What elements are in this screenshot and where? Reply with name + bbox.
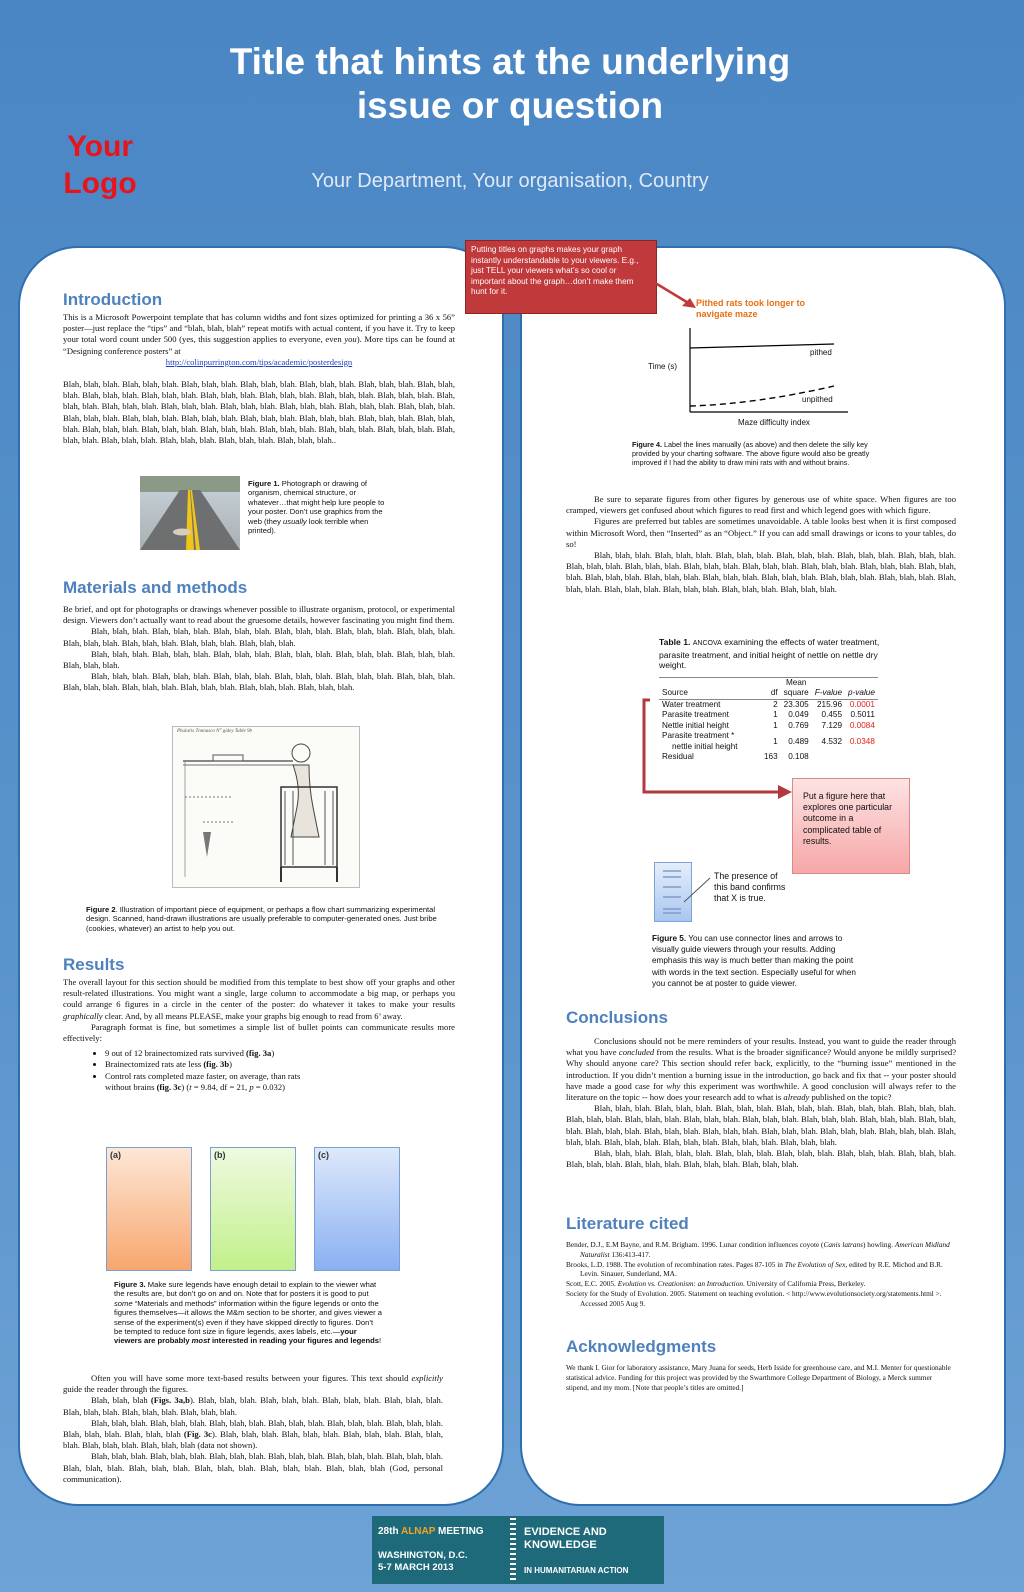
table-cell-f: 7.129 [821,720,843,730]
table-cell-f: 215.96 [816,699,843,709]
table-cell-f [812,752,845,763]
introduction-section [63,290,455,446]
table-cell-source: Water treatment [662,699,721,709]
literature-list [566,1240,956,1309]
logo-line-1: Your [66,130,134,163]
methods-heading: Materials and methods [63,578,248,597]
literature-heading: Literature cited [566,1214,689,1233]
methods-section [63,578,455,694]
bullet-3: • Control rats completed maze faster, on average, than rats without brains (fig. 3c) (t = 9.84, df = 21, p = 0.032) [105,1071,305,1093]
banner-theme: EVIDENCE AND KNOWLEDGE [524,1526,607,1551]
graph-title: Pithed rats took longer to navigate maze [696,298,806,319]
drawing-inscription: Phalaris Tnnnasco N° gidey Table 9b [177,729,253,734]
poster-design-link[interactable]: http://colinpurrington.com/tips/academic/posterdesign [165,356,353,367]
logo-line-2: Logo [63,167,137,200]
table-cell-ms: 0.049 [788,710,809,720]
figure-2-caption: Figure 2. Illustration of important piece of equipment, or perhaps a flow chart summarizing experimental design. Scanned, hand-drawn illustrations are usually preferable to computer-generated ones. Just bribe (cookies, whatever) an artist to help you out. [86,905,437,933]
logo-placeholder [40,128,160,202]
figure-1-caption: Figure 1. Photograph or drawing of organism, chemical structure, or whatever…that might help lure people to your poster. Don’t use graphics from the web (they usually look terrible when printed). [248,479,385,536]
table-cell-p: 0.0001 [849,699,875,709]
banner-subtitle: IN HUMANITARIAN ACTION [524,1566,629,1575]
table-cell-source: Parasite treatment * nettle initial height [662,731,738,751]
table-cell-f: 4.532 [821,736,843,746]
banner-divider-icon [510,1518,516,1582]
anova-table: Mean Source df square F-value p-value Water treatment 2 23.305 215.96 0.0001 Parasite treatment 1 0.049 0.455 0.5011 Nettle initial height 1 0.769 7.129 0.0084 Parasite treatment * nettle initial height 1 0.489 4.532 0.0348 Residual 163 0.108 [659,677,878,763]
acknowledgments-heading: Acknowledgments [566,1337,717,1356]
table-cell-f: 0.455 [821,710,843,720]
figure-1-photo [140,476,240,550]
road-photo-icon [140,476,240,550]
panel-a-label: (a) [110,1150,121,1160]
table-cell-p: 0.5011 [850,710,875,720]
table-cell-df: 163 [764,752,778,762]
apparatus-drawing-icon [173,727,359,887]
pithed-label: pithed [810,348,832,357]
graph-title-callout: Putting titles on graphs makes your graph instantly understandable to your viewers. E.g., just TELL your viewers what’s so cool or important about the graph…don’t make them hunt for it. [465,240,657,314]
meeting-name: 28th ALNAP MEETING [378,1526,484,1537]
meeting-city: WASHINGTON, D.C. [378,1550,468,1561]
results-text: The overall layout for this section should be modified from this template to best show off your graphs and other result-related illustrations. You might want a single, large column to accommodate a big map, or perhaps you could arrange 6 figures in a circle in the center of the poster: do whatever it takes to make your results graphically clear. And, by all means PLEASE, make your graphs big enough to read from 6’ away. Paragraph format is fine, but sometimes a simple list of bullet points can communicate results more effectively: [63,977,455,1044]
reference-2: Brooks, L.D. 1988. The evolution of recombination rates. Pages 87-105 in The Evolution of Sex, edited by R.E. Michod and B.R. Levin. Sinauer, Sunderland, MA. [566,1259,943,1279]
introduction-text: This is a Microsoft Powerpoint template that has column widths and font sizes optimized for printing a 36 x 56” poster—just replace the “tips” and “blah, blah, blah” repeat motifs with actual content, if you have it. Try to keep your total word count under 500 (yes, this suggestion applies to everyone, even you). More tips can be found at “Designing conference posters” at http://colinpurrington.com/tips/academic/posterdesign Blah, blah, blah. Blah, blah, blah. Blah, blah, blah. Blah, blah, blah. Blah, blah, blah. Blah, blah, blah. Blah, blah, blah. Blah, blah, blah. Blah, blah, blah. Blah, blah, blah. Blah, blah, blah. Blah, blah, blah. Blah, blah, blah. Blah, blah, blah. Blah, blah, blah. Blah, blah, blah. Blah, blah, blah. Blah, blah, blah. Blah, blah, blah. Blah, blah, blah. Blah, blah, blah. Blah, blah, blah. Blah, blah, blah. Blah, blah, blah. Blah, blah, blah. Blah, blah, blah. Blah, blah, blah. Blah, blah, blah. Blah, blah, blah. Blah, blah, blah. Blah, blah, blah. Blah, blah, blah. Blah, blah, blah. Blah, blah, blah. Blah, blah, blah. Blah, blah, blah. Blah, blah, blah. Blah, blah, blah.. [63,312,455,446]
table-cell-ms: 23.305 [783,699,809,709]
table-cell-ms: 0.108 [788,752,809,762]
bullet-1: • 9 out of 12 brainectomized rats survived (fig. 3a) [105,1048,305,1059]
x-axis-label: Maze difficulty index [738,418,810,427]
unpithed-label: unpithed [802,395,833,404]
band-pointer-icon [680,876,714,906]
title-line-2: issue or question [356,85,664,126]
department-line: Your Department, Your organisation, Country [311,170,709,192]
callout-arrow-icon [650,278,700,312]
title-line-1: Title that hints at the underlying [229,41,791,82]
reference-1: Bender, D.J., E.M Bayne, and R.M. Brigham. 1996. Lunar condition influences coyote (Canis latrans) howling. American Midland Naturalist 136:413-417. [566,1240,950,1259]
bullet-2: • Brainectomized rats ate less (fig. 3b) [105,1059,305,1070]
poster-title [190,40,830,128]
conclusions-text: Conclusions should not be mere reminders of your results. Instead, you want to guide the reader through what you have concluded from the results. What is the broader significance? Would anyone be mildly surprised? Why should anyone care? This section should refer back, explicitly, to the “burning issue” mentioned in the introduction. If you didn’t mention a burning issue in the introduction, go back and fix that -- your poster should have made a good case for why this experiment was worthwhile. A good conclusion will always refer to the literature on the topic -- how does your research add to what is already published on the topic? Blah, blah, blah. Blah, blah, blah. Blah, blah, blah. Blah, blah, blah. Blah, blah, blah. Blah, blah, blah. Blah, blah, blah. Blah, blah, blah. Blah, blah, blah. Blah, blah, blah. Blah, blah, blah. Blah, blah, blah. Blah, blah, blah. Blah, blah, blah. Blah, blah, blah. Blah, blah, blah. Blah, blah, blah. Blah, blah, blah. Blah, blah, blah. Blah, blah, blah. Blah, blah, blah. Blah, blah, blah. Blah, blah, blah. Blah, blah, blah. Blah, blah, blah. Blah, blah, blah. Blah, blah, blah. Blah, blah, blah. Blah, blah, blah. Blah, blah, blah. Blah, blah, blah. Blah, blah, blah. Blah, blah, blah. Blah, blah, blah. [566,1036,957,1170]
placeholder-figure-box: Put a figure here that explores one particular outcome in a complicated table of results. [792,778,910,874]
table-cell-p: 0.0348 [849,736,875,746]
acknowledgments-text: We thank I. Gior for laboratory assistance, Mary Juana for seeds, Herb Isside for greenhouse care, and M.I. Menter for questionable statistical advice. Funding for this project was provided by the Swarthmore College Department of Biology, a Merck summer stipend, and my mom. [Note that people’s titles are omitted.] [566,1363,951,1392]
table-cell-df: 1 [773,710,778,720]
introduction-heading: Introduction [63,290,163,309]
panel-b-label: (b) [214,1150,226,1160]
figure-4-caption: Figure 4. Label the lines manually (as above) and then delete the silly key provided by your charting software. The above figure would also be greatly improved if I had the ability to draw mini rats with and without brains. [632,440,870,467]
y-axis-label: Time (s) [648,362,678,371]
table-cell-source: Parasite treatment [662,710,729,720]
table-cell-source: Nettle initial height [662,720,729,730]
figure-3-caption: Figure 3. Make sure legends have enough detail to explain to the viewer what the results are, but don’t go on and on. Note that for posters it is good to put some “Materials and methods” information within the figure legends or onto the figures themselves—it allows the M&m section to be shorter, and gives viewer a sense of the experiment(s) even if they have skipped directly to figures. Don’t be tempted to reduce font size in figure legends, axes labels, etc.—your viewers are probably most interested in reading your figures and legends! [114,1280,383,1346]
table-cell-ms: 0.489 [788,736,809,746]
reference-4: Society for the Study of Evolution. 2005. Statement on teaching evolution. < http://www.evolutionsociety.org/statements.html >. Accessed 2005 Aug 9. [566,1288,942,1308]
results-section [63,955,455,1093]
reference-3: Scott, E.C. 2005. Evolution vs. Creationism: an Introduction. University of California Press, Berkeley. [566,1279,866,1289]
results-heading: Results [63,955,125,974]
literature-section [566,1214,956,1309]
meeting-banner [372,1516,664,1584]
table-cell-source: Residual [662,752,694,762]
band-note: The presence of this band confirms that X is true. [714,871,786,903]
figure-3a-panel [106,1147,192,1271]
figure-spacing-text: Be sure to separate figures from other figures by generous use of white space. When figures are too cramped, viewers get confused about which figures to read first and which legend goes with which figure. Figures are preferred but tables are sometimes unavoidable. A table looks best when it is first composed within Microsoft Word, then “Inserted” as an “Object.” If you can add small drawings or icons to your tables, do so! Blah, blah, blah. Blah, blah, blah. Blah, blah, blah. Blah, blah, blah. Blah, blah, blah. Blah, blah, blah. Blah, blah, blah. Blah, blah, blah. Blah, blah, blah. Blah, blah, blah. Blah, blah, blah. Blah, blah, blah. Blah, blah, blah. Blah, blah, blah. Blah, blah, blah. Blah, blah, blah. Blah, blah, blah. Blah, blah, blah. Blah, blah, blah. Blah, blah, blah. Blah, blah, blah. Blah, blah, blah. Blah, blah, blah. Blah, blah, blah. [566,494,956,594]
table-cell-p [845,752,878,763]
results-bullets [63,1048,305,1093]
acknowledgments-section [566,1337,956,1392]
conclusions-section [566,1008,956,1170]
figure-3c-panel [314,1147,400,1271]
panel-c-label: (c) [318,1150,329,1160]
table-cell-df: 1 [773,720,778,730]
table-connector-arrow-icon [640,696,800,800]
figure-3b-panel [210,1147,296,1271]
conclusions-heading: Conclusions [566,1008,669,1027]
table-cell-df: 2 [773,699,778,709]
figure-2-drawing [172,726,360,888]
table-1-title: Table 1. ANCOVA examining the effects of water treatment, parasite treatment, and initial height of nettle on nettle dry weight. [659,637,880,671]
table-cell-ms: 0.769 [788,720,809,730]
results-followup-text: Often you will have some more text-based results between your figures. This text should explicitly guide the reader through the figures. Blah, blah, blah (Figs. 3a,b). Blah, blah, blah. Blah, blah, blah. Blah, blah, blah. Blah, blah, blah. Blah, blah, blah. Blah, blah, blah. Blah, blah, blah. Blah, blah, blah. Blah, blah, blah. Blah, blah, blah. Blah, blah, blah. Blah, blah, blah. Blah, blah, blah. Blah, blah, blah. Blah, blah, blah (Fig. 3c). Blah, blah, blah. Blah, blah, blah. Blah, blah, blah. Blah, blah, blah. Blah, blah, blah. Blah, blah, blah (data not shown). Blah, blah, blah. Blah, blah, blah. Blah, blah, blah. Blah, blah, blah. Blah, blah, blah. Blah, blah, blah. Blah, blah, blah. Blah, blah, blah. Blah, blah, blah. Blah, blah, blah. Blah, blah, blah (God, personal communication). [63,1373,443,1484]
figure-5-caption: Figure 5. You can use connector lines and arrows to visually guide viewers through your results. Adding emphasis this way is much better than making the point with words in the text section. Especially useful for when you cannot be at poster to guide viewer. [652,934,856,988]
meeting-dates: 5-7 MARCH 2013 [378,1562,454,1573]
table-cell-df: 1 [773,736,778,746]
methods-text: Be brief, and opt for photographs or drawings whenever possible to illustrate organism, protocol, or experimental design. Viewers don’t actually want to read about the gruesome details, however fascinating you might find them. Blah, blah, blah. Blah, blah, blah. Blah, blah, blah. Blah, blah, blah. Blah, blah, blah. Blah, blah, blah. Blah, blah, blah. Blah, blah, blah. Blah, blah, blah. Blah, blah, blah. Blah, blah, blah. Blah, blah, blah. Blah, blah, blah. Blah, blah, blah. Blah, blah, blah. Blah, blah, blah. Blah, blah, blah. Blah, blah, blah. Blah, blah, blah. Blah, blah, blah. Blah, blah, blah. Blah, blah, blah. Blah, blah, blah. Blah, blah, blah. Blah, blah, blah. Blah, blah, blah. Blah, blah, blah. Blah, blah, blah. [63,604,455,693]
table-cell-p: 0.0084 [849,720,875,730]
